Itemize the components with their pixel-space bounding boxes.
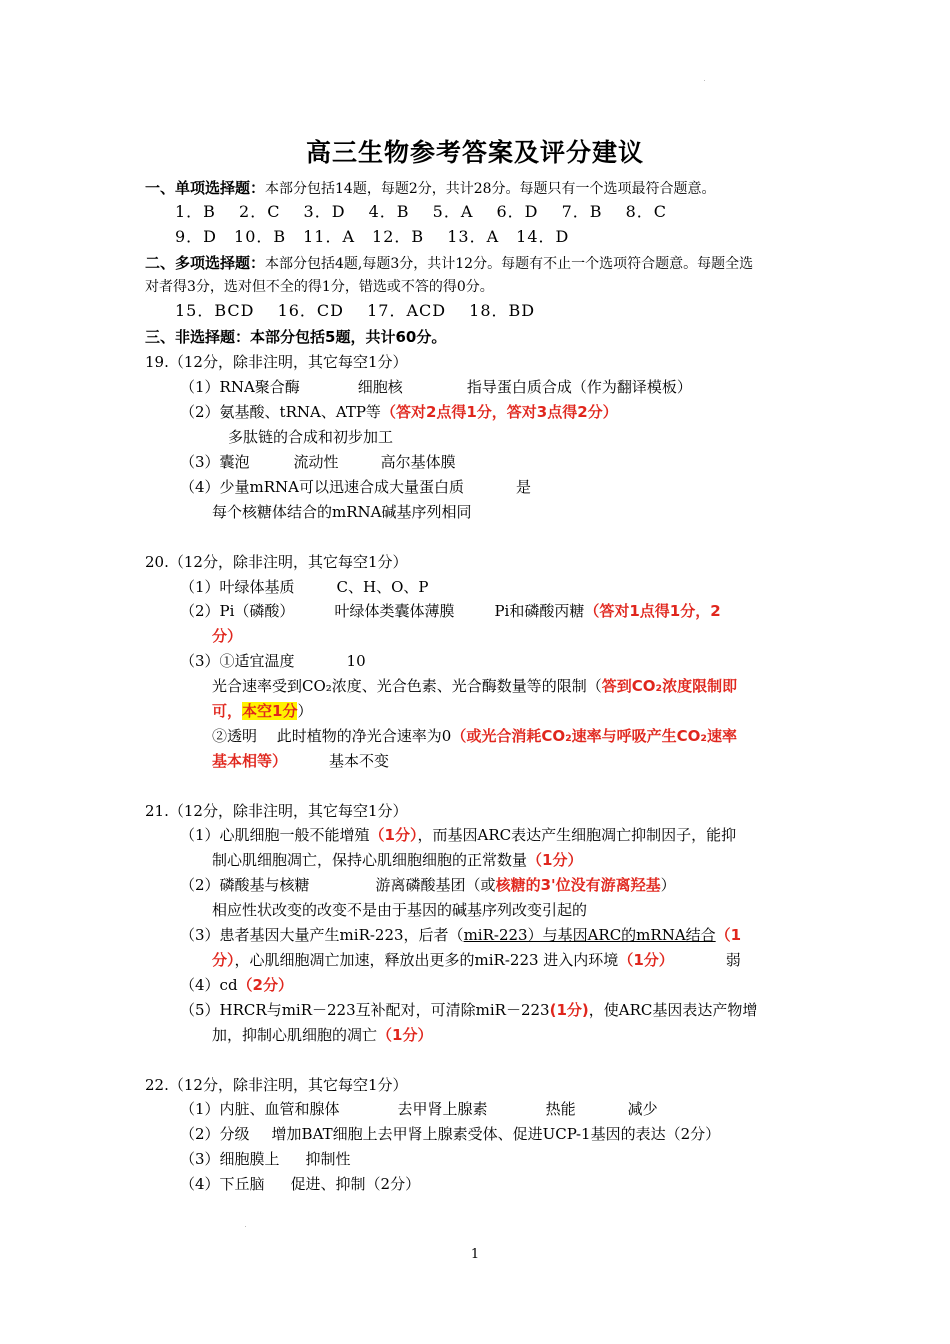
q21-score6: (1分): [549, 1001, 589, 1019]
q19-ans3: 指导蛋白质合成（作为翻译模板）: [466, 378, 692, 396]
q20-ans9: ②透明 此时植物的净光合速率为0: [212, 727, 452, 745]
q20-line4: [180, 651, 366, 671]
q19-ans1: （1）RNA聚合酶: [180, 378, 300, 396]
q20-score-note2: 答到CO₂浓度限制即: [601, 677, 738, 695]
q19-line5: [180, 477, 531, 497]
q22-ans5: （2）分级: [180, 1125, 250, 1143]
q21-ans2: （2）磷酸基与核糖: [180, 876, 310, 894]
q20-paren: ）: [297, 702, 313, 720]
q20-ans4: 叶绿体类囊体薄膜: [334, 602, 455, 620]
q21-head: 21.（12分，除非注明，其它每空1分）: [145, 802, 408, 820]
q21-ans3: 游离磷酸基团（或: [375, 876, 496, 894]
q22-line4: [180, 1174, 420, 1194]
q20-score-note: （答对1点得1分，2: [584, 602, 721, 620]
q21-line9: [212, 1025, 432, 1045]
q20-head: 20.（12分，除非注明，其它每空1分）: [145, 553, 408, 571]
q20-line2: [180, 601, 721, 621]
q22-line1: [180, 1099, 658, 1119]
q19-ans5: （3）囊泡: [180, 453, 250, 471]
q21-line7: [180, 975, 293, 995]
q22-line2: [180, 1124, 720, 1144]
q19-line3: 多肽链的合成和初步加工: [228, 428, 394, 446]
q21-ans8b: ，使ARC基因表达产物增: [588, 1001, 758, 1019]
q22-ans4: 减少: [627, 1100, 658, 1118]
q21-underlined: miR-223）与基因ARC的mRNA结合: [463, 926, 716, 944]
q21-line3: [180, 875, 676, 895]
q20-line8: [212, 751, 389, 771]
q20-alt-answer: （或光合消耗CO₂速率与呼吸产生CO₂速率: [451, 727, 737, 745]
q19-line2: [180, 402, 618, 422]
sec1-desc: 本部分包括14题，每题2分，共计28分。每题只有一个选项最符合题意。: [265, 181, 716, 197]
sec2-desc2: 对者得3分，选对但不全的得1分，错选或不答的得0分。: [145, 279, 494, 295]
q21-paren: ）: [660, 876, 676, 894]
q21-line8: [180, 1000, 757, 1020]
q20-highlight-note: 本空1分: [242, 702, 298, 720]
q20-ans6: （3）①适宜温度: [180, 652, 295, 670]
q19-line1: [180, 377, 692, 397]
q21-line4: 相应性状改变的改变不是由于基因的碱基序列改变引起的: [212, 901, 588, 919]
sec1-answers-row2: 9．D 10．B 11．A 12．B 13．A 14．D: [175, 227, 570, 246]
q21-alt-answer: 核糖的3'位没有游离羟基: [495, 876, 661, 894]
q21-score1: （1分）: [369, 826, 418, 844]
q21-line2: [212, 850, 582, 870]
q20-ans8: 光合速率受到CO₂浓度、光合色素、光合酶数量等的限制（: [212, 677, 602, 695]
q22-ans8: 抑制性: [305, 1150, 351, 1168]
q21-score5: （2分）: [237, 976, 293, 994]
q21-ans1: （1）心肌细胞一般不能增殖: [180, 826, 370, 844]
q21-ans8: （5）HRCR与miR－223互补配对，可清除miR－223: [180, 1001, 550, 1019]
q21-ans8c: 加，抑制心肌细胞的凋亡: [212, 1026, 378, 1044]
q19-ans6: 流动性: [293, 453, 339, 471]
q19-head: 19.（12分，除非注明，其它每空1分）: [145, 353, 408, 371]
q22-head: 22.（12分，除非注明，其它每空1分）: [145, 1076, 408, 1094]
q21-score7: （1分）: [377, 1026, 433, 1044]
q19-ans4: （2）氨基酸、tRNA、ATP等: [180, 403, 381, 421]
sec2-desc1: 本部分包括4题,每题3分，共计12分。每题有不止一个选项符合题意。每题全选: [265, 256, 754, 272]
q22-ans6: 增加BAT细胞上去甲肾上腺素受体、促进UCP-1基因的表达（2分）: [271, 1125, 721, 1143]
q21-score3: （1: [715, 926, 742, 944]
q20-score-note2-cont: 可，: [212, 702, 243, 720]
q20-ans2: C、H、O、P: [336, 578, 429, 596]
page-number: 1: [470, 1247, 480, 1262]
q20-line7: [212, 726, 737, 746]
q20-ans7: 10: [346, 652, 366, 670]
q19-score-note: （答对2点得1分，答对3点得2分）: [380, 403, 618, 421]
q22-ans3: 热能: [545, 1100, 576, 1118]
q21-line5: [180, 925, 741, 945]
q19-ans2: 细胞核: [357, 378, 403, 396]
q22-line3: [180, 1149, 351, 1169]
q21-line6: [212, 950, 741, 970]
q21-score4: （1分）: [618, 951, 674, 969]
q21-ans4: （3）患者基因大量产生miR-223，后者（: [180, 926, 464, 944]
q19-ans8: （4）少量mRNA可以迅速合成大量蛋白质: [180, 478, 465, 496]
sec2-line: [145, 253, 753, 274]
q20-line5: [212, 676, 737, 696]
sec3-heading: 三、非选择题：本部分包括5题，共计60分。: [145, 328, 447, 346]
q22-ans7: （3）细胞膜上: [180, 1150, 280, 1168]
q22-ans10: 促进、抑制（2分）: [290, 1175, 421, 1193]
q20-alt-answer-cont: 基本相等）: [212, 752, 288, 770]
sec2-heading: 二、多项选择题：: [145, 254, 266, 272]
sec1-answers-row1: 1．B 2．C 3．D 4．B 5．A 6．D 7．B 8．C: [175, 202, 668, 221]
q21-ans5: ，心肌细胞凋亡加速，释放出更多的miR-223 进入内环境: [234, 951, 619, 969]
q22-ans1: （1）内脏、血管和腺体: [180, 1100, 340, 1118]
q20-ans3: （2）Pi（磷酸）: [180, 602, 295, 620]
scan-dot: [704, 80, 705, 81]
q20-line1: [180, 577, 429, 597]
q21-ans1b: ，而基因ARC表达产生细胞凋亡抑制因子，能抑: [417, 826, 737, 844]
q21-ans6: 弱: [725, 951, 741, 969]
sec2-answers: 15．BCD 16．CD 17．ACD 18．BD: [175, 301, 536, 320]
q20-ans5: Pi和磷酸丙糖: [494, 602, 585, 620]
q19-line4: [180, 452, 456, 472]
sec1-heading: 一、单项选择题：: [145, 179, 266, 197]
q20-ans1: （1）叶绿体基质: [180, 578, 295, 596]
page-title: 高三生物参考答案及评分建议: [305, 138, 644, 167]
q21-ans1c: 制心肌细胞凋亡，保持心肌细胞细胞的正常数量: [212, 851, 528, 869]
q19-line6: 每个核糖体结合的mRNA碱基序列相同: [212, 503, 472, 521]
q20-ans10: 基本不变: [329, 752, 390, 770]
q20-score-note-cont: 分）: [212, 627, 243, 645]
sec1-line: [145, 178, 716, 199]
q21-ans7: （4）cd: [180, 976, 238, 994]
q19-ans9: 是: [516, 478, 532, 496]
q21-score2: （1分）: [527, 851, 583, 869]
scan-dot: [245, 1226, 246, 1227]
q20-line6: [212, 701, 312, 721]
q19-ans7: 高尔基体膜: [380, 453, 456, 471]
q22-ans2: 去甲肾上腺素: [397, 1100, 488, 1118]
q21-score3-cont: 分）: [212, 951, 235, 969]
q22-ans9: （4）下丘脑: [180, 1175, 265, 1193]
q21-line1: [180, 825, 736, 845]
